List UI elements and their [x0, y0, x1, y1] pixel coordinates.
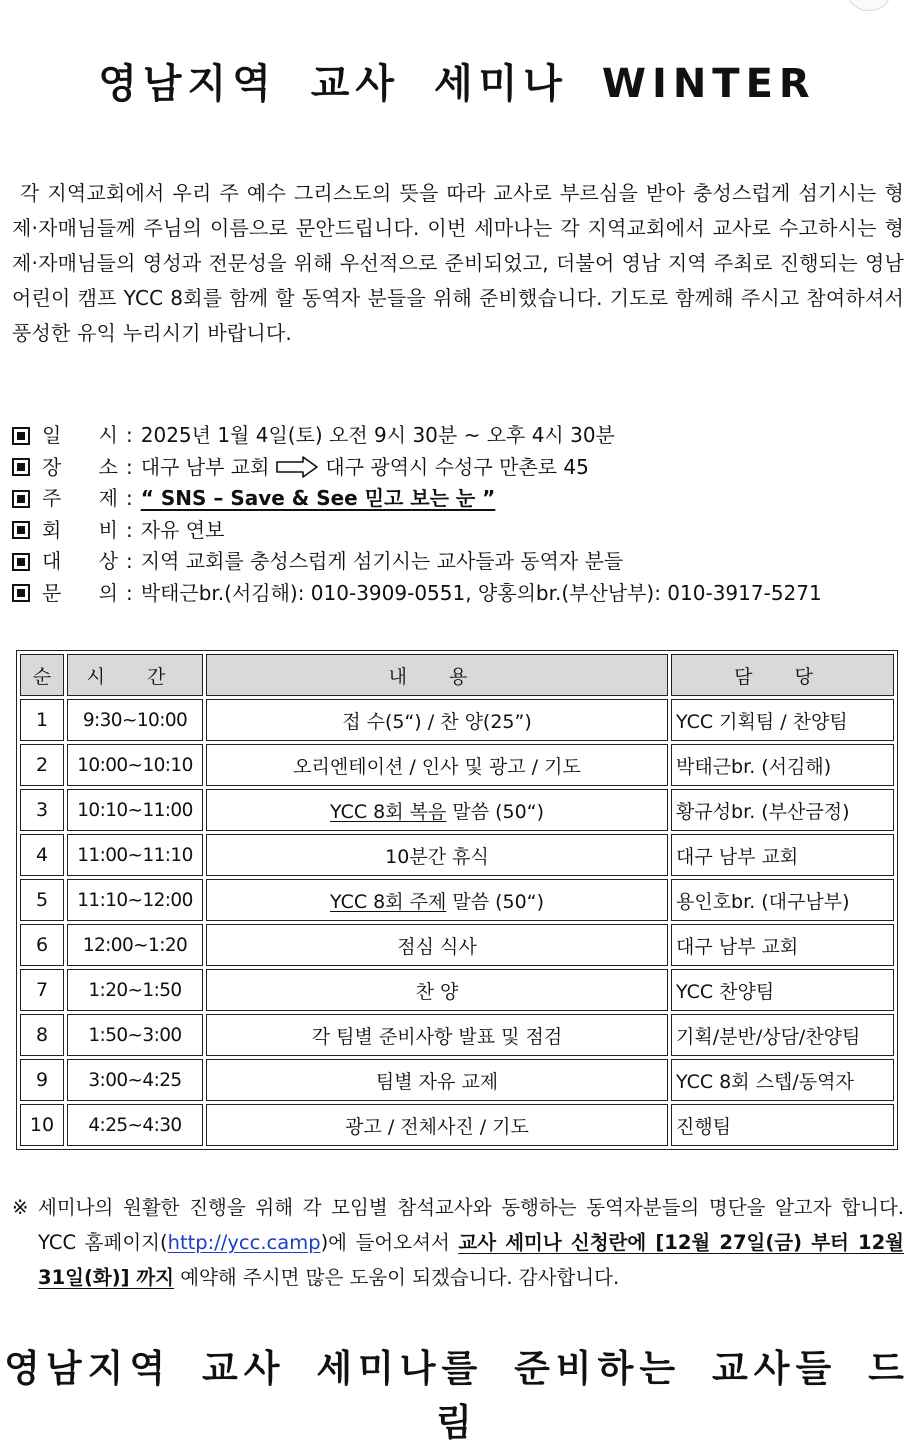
row-owner: 박태근br. (서김해) [671, 744, 894, 786]
info-value: 2025년 1월 4일(토) 오전 9시 30분 ~ 오후 4시 30분 [140, 423, 615, 447]
table-row [20, 924, 894, 966]
square-bullet-icon [12, 458, 30, 476]
row-time: 10:10~11:00 [67, 789, 203, 831]
row-content: 찬 양 [206, 969, 668, 1011]
row-number: 3 [20, 789, 64, 831]
row-content: 10분간 휴식 [206, 834, 668, 876]
table-row [20, 1014, 894, 1056]
closing-signature: 영남지역 교사 세미나를 준비하는 교사들 드림 [4, 1347, 910, 1444]
row-time: 10:00~10:10 [67, 744, 203, 786]
row-content-underlined: YCC 8회 복음 [330, 800, 447, 823]
row-time: 11:10~12:00 [67, 879, 203, 921]
info-label: 문 의 [42, 580, 118, 605]
schedule-table [16, 650, 898, 1150]
row-time: 4:25~4:30 [67, 1104, 203, 1146]
row-time: 9:30~10:00 [67, 699, 203, 741]
corner-button[interactable] [846, 0, 892, 11]
page-title: 영남지역 교사 세미나 WINTER [98, 61, 816, 107]
table-row [20, 699, 894, 741]
info-fee: 회 비 : 자유 연보 [12, 515, 904, 547]
square-bullet-icon [12, 490, 30, 508]
row-number: 2 [20, 744, 64, 786]
row-number: 10 [20, 1104, 64, 1146]
row-owner: 진행팀 [671, 1104, 894, 1146]
intro-paragraph [12, 176, 904, 351]
row-content: 각 팀별 준비사항 발표 및 점검 [206, 1014, 668, 1056]
info-date: 일 시 : 2025년 1월 4일(토) 오전 9시 30분 ~ 오후 4시 30분 [12, 420, 904, 452]
info-label: 회 비 [42, 517, 118, 542]
table-row [20, 1059, 894, 1101]
info-value: “ SNS – Save & See 믿고 보는 눈 ” [140, 486, 496, 510]
info-label: 대 상 [42, 549, 118, 573]
row-content: 광고 / 전체사진 / 기도 [206, 1104, 668, 1146]
table-row [20, 744, 894, 786]
info-label: 주 제 [42, 486, 118, 510]
row-time: 3:00~4:25 [67, 1059, 203, 1101]
row-number: 9 [20, 1059, 64, 1101]
table-row [20, 789, 894, 831]
row-time: 12:00~1:20 [67, 924, 203, 966]
row-content: 접 수(5“) / 찬 양(25”) [206, 699, 668, 741]
row-time: 11:00~11:10 [67, 834, 203, 876]
registration-period: 교사 세미나 신청란에 [12월 27일(금) 부터 12월 31일(화)] 까지 [38, 1231, 905, 1289]
row-number: 8 [20, 1014, 64, 1056]
square-bullet-icon [12, 553, 30, 571]
row-owner: YCC 찬양팀 [671, 969, 894, 1011]
table-row [20, 969, 894, 1011]
homepage-link[interactable]: http://ycc.camp [167, 1231, 321, 1254]
intro-text: 각 지역교회에서 우리 주 예수 그리스도의 뜻을 따라 교사로 부르심을 받아 충성스럽게 섬기시는 형제·자매님들께 주님의 이름으로 문안드립니다. 이번 세마나는 각 지역교회에서 교사로 수고하시는 형제·자매님들의 영성과 전문성을 위해 우선적으로 준비되었고, 더불어 영남 지역 주최로 진행되는 영남어린이 캠프 YCC 8회를 함께 할 동역자 분들을 위해 준비했습니다. 기도로 함께해 주시고 참여하셔서 풍성한 유익 누리시기 바랍니다. [12, 181, 905, 345]
row-number: 4 [20, 834, 64, 876]
note-text: 세미나의 원활한 진행을 위해 각 모임별 참석교사와 동행하는 동역자분들의 명단을 알고자 합니다. YCC 홈페이지(http://ycc.camp)에 들어오셔서 교사 세미나 신청란에 [12월 27일(금) 부터 12월 31일(화)] 까지 예약해 주시면 많은 도움이 되겠습니다. 감사합니다. [38, 1196, 905, 1289]
info-list [12, 420, 904, 609]
row-content-rest: 말씀 (50“) [446, 890, 544, 913]
column-header-no: 순 [20, 654, 64, 696]
info-value: 자유 연보 [140, 517, 225, 542]
table-row [20, 834, 894, 876]
row-time: 1:50~3:00 [67, 1014, 203, 1056]
row-number: 7 [20, 969, 64, 1011]
info-label: 일 시 [42, 423, 118, 447]
info-theme: 주 제 : “ SNS – Save & See 믿고 보는 눈 ” [12, 483, 904, 515]
row-content: 팀별 자유 교제 [206, 1059, 668, 1101]
square-bullet-icon [12, 427, 30, 445]
row-owner: YCC 8회 스텝/동역자 [671, 1059, 894, 1101]
table-row [20, 1104, 894, 1146]
info-label: 장 소 [42, 454, 118, 479]
info-target: 대 상 : 지역 교회를 충성스럽게 섬기시는 교사들과 동역자 분들 [12, 546, 904, 578]
registration-note [12, 1190, 904, 1295]
row-owner: 대구 남부 교회 [671, 924, 894, 966]
column-header-content: 내 용 [206, 654, 668, 696]
right-arrow-icon [275, 455, 319, 479]
table-header-row [20, 654, 894, 696]
row-number: 5 [20, 879, 64, 921]
row-content: 오리엔테이션 / 인사 및 광고 / 기도 [206, 744, 668, 786]
row-content [206, 789, 668, 831]
info-value: 지역 교회를 충성스럽게 섬기시는 교사들과 동역자 분들 [140, 549, 624, 573]
square-bullet-icon [12, 521, 30, 539]
row-owner: 황규성br. (부산금정) [671, 789, 894, 831]
row-content: 점심 식사 [206, 924, 668, 966]
column-header-time: 시 간 [67, 654, 203, 696]
table-row [20, 879, 894, 921]
row-number: 1 [20, 699, 64, 741]
column-header-owner: 담 당 [671, 654, 894, 696]
row-content-underlined: YCC 8회 주제 [330, 890, 447, 913]
info-place: 장 소 : 대구 남부 교회 대구 광역시 수성구 만촌로 45 [12, 452, 904, 484]
info-value-address: 대구 광역시 수성구 만촌로 45 [325, 454, 589, 479]
row-time: 1:20~1:50 [67, 969, 203, 1011]
note-mark: ※ [12, 1196, 29, 1219]
row-owner: 기획/분반/상담/찬양팀 [671, 1014, 894, 1056]
info-contact: 문 의 : 박태근br.(서김해): 010-3909-0551, 양홍의br.(부산남부): 010-3917-5271 [12, 578, 904, 610]
info-value: 박태근br.(서김해): 010-3909-0551, 양홍의br.(부산남부): 010-3917-5271 [140, 580, 822, 605]
row-content [206, 879, 668, 921]
info-value: 대구 남부 교회 [140, 454, 270, 479]
square-bullet-icon [12, 584, 30, 602]
row-number: 6 [20, 924, 64, 966]
row-owner: 용인호br. (대구남부) [671, 879, 894, 921]
row-owner: 대구 남부 교회 [671, 834, 894, 876]
row-content-rest: 말씀 (50“) [446, 800, 544, 823]
row-owner: YCC 기획팀 / 찬양팀 [671, 699, 894, 741]
